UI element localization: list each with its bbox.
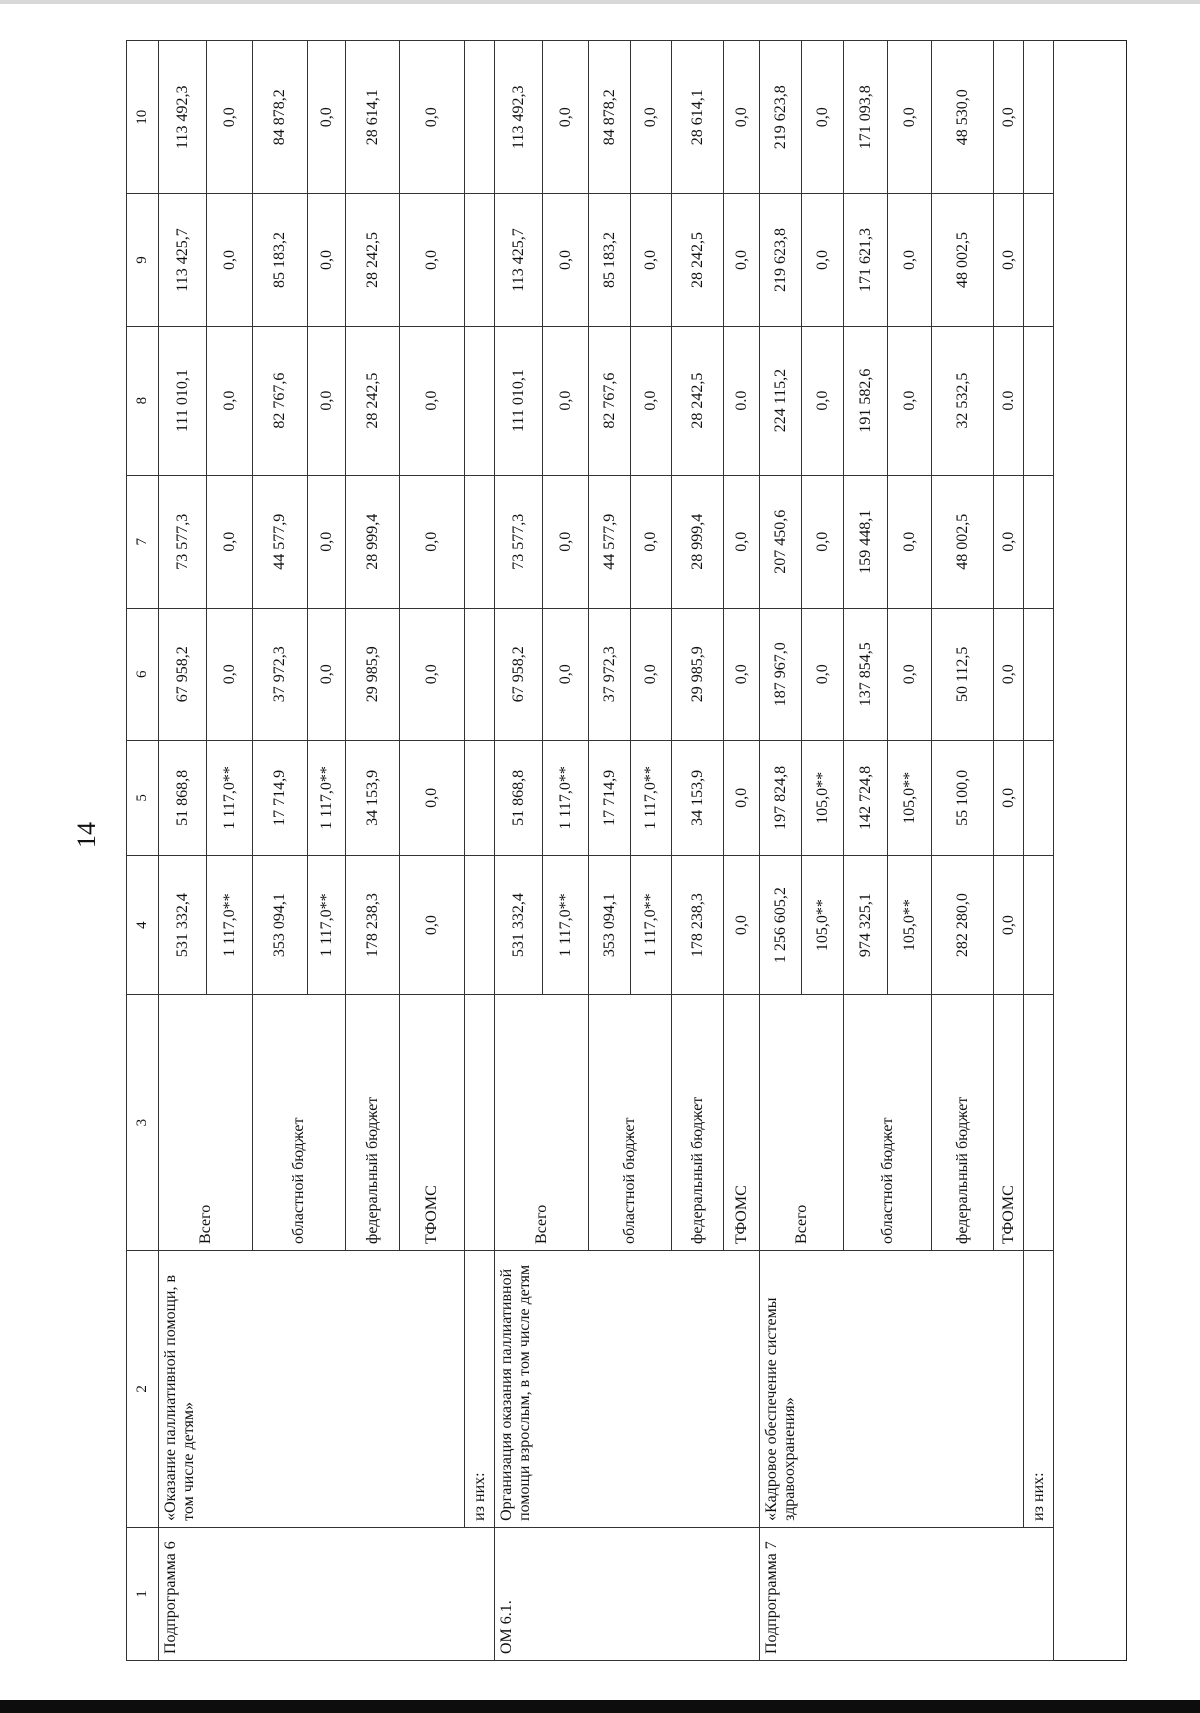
value-cell-col-7: 0,0 (308, 475, 346, 608)
funding-source: федеральный бюджет (932, 995, 994, 1251)
empty-cell (465, 475, 495, 608)
funding-source: федеральный бюджет (346, 995, 400, 1251)
value-cell-col-7: 73 577,3 (495, 475, 543, 608)
value-cell-col-5: 105,0** (888, 740, 932, 855)
value-cell-col-8: 111 010,1 (159, 326, 207, 475)
value-cell-col-4: 353 094,1 (589, 855, 631, 995)
value-cell-col-6: 0,0 (724, 608, 760, 740)
value-cell-col-7: 0,0 (802, 475, 844, 608)
col-2-header: 2 (127, 1250, 159, 1527)
value-cell-col-4: 1 117,0** (543, 855, 589, 995)
value-cell-col-7: 48 002,5 (932, 475, 994, 608)
value-cell-col-4: 531 332,4 (159, 855, 207, 995)
value-cell-col-10: 84 878,2 (589, 41, 631, 194)
value-cell-col-8: 224 115,2 (760, 326, 802, 475)
value-cell-col-8: 28 242,5 (346, 326, 400, 475)
value-cell-col-10: 0,0 (724, 41, 760, 194)
value-cell-col-10: 0,0 (400, 41, 465, 194)
value-cell-col-9: 113 425,7 (159, 194, 207, 326)
funding-source: Всего (495, 995, 589, 1251)
value-cell-col-5: 105,0** (802, 740, 844, 855)
col-7-header: 7 (127, 475, 159, 608)
value-cell-col-5: 51 868,8 (495, 740, 543, 855)
value-cell-col-6: 50 112,5 (932, 608, 994, 740)
value-cell-col-6: 187 967,0 (760, 608, 802, 740)
value-cell-col-9: 48 002,5 (932, 194, 994, 326)
value-cell-col-5: 34 153,9 (346, 740, 400, 855)
value-cell-col-10: 0,0 (888, 41, 932, 194)
empty-cell (1024, 608, 1054, 740)
col-8-header: 8 (127, 326, 159, 475)
value-cell-col-10: 113 492,3 (495, 41, 543, 194)
value-cell-col-9: 0,0 (724, 194, 760, 326)
value-cell-col-8: 82 767,6 (589, 326, 631, 475)
funding-source: областной бюджет (589, 995, 672, 1251)
value-cell-col-8: 0,0 (631, 326, 672, 475)
value-cell-col-8: 0,0 (207, 326, 253, 475)
table-row (159, 41, 207, 1661)
footer-label: из них: (465, 1250, 495, 1527)
value-cell-col-10: 0,0 (308, 41, 346, 194)
empty-cell (465, 194, 495, 326)
value-cell-col-8: 0,0 (400, 326, 465, 475)
value-cell-col-5: 197 824,8 (760, 740, 802, 855)
value-cell-col-6: 67 958,2 (495, 608, 543, 740)
value-cell-col-6: 0,0 (631, 608, 672, 740)
empty-cell (1024, 326, 1054, 475)
value-cell-col-10: 0,0 (207, 41, 253, 194)
value-cell-col-6: 0,0 (308, 608, 346, 740)
value-cell-col-4: 353 094,1 (253, 855, 308, 995)
table-row (495, 41, 543, 1661)
value-cell-col-7: 73 577,3 (159, 475, 207, 608)
value-cell-col-6: 0,0 (888, 608, 932, 740)
value-cell-col-8: 0,0 (802, 326, 844, 475)
value-cell-col-10: 0,0 (631, 41, 672, 194)
scan-edge-bottom (0, 1700, 1200, 1713)
value-cell-col-10: 0,0 (802, 41, 844, 194)
value-cell-col-10: 0,0 (994, 41, 1024, 194)
value-cell-col-8: 0,0 (888, 326, 932, 475)
value-cell-col-9: 85 183,2 (253, 194, 308, 326)
value-cell-col-4: 1 117,0** (308, 855, 346, 995)
value-cell-col-9: 0,0 (631, 194, 672, 326)
footer-row (465, 41, 495, 1661)
value-cell-col-6: 0,0 (400, 608, 465, 740)
value-cell-col-6: 137 854,5 (844, 608, 888, 740)
funding-source: Всего (159, 995, 253, 1251)
column-number-row (127, 41, 159, 1661)
empty-cell (1024, 475, 1054, 608)
empty-cell (465, 995, 495, 1251)
empty-cell (465, 326, 495, 475)
value-cell-col-6: 37 972,3 (589, 608, 631, 740)
value-cell-col-9: 0,0 (400, 194, 465, 326)
value-cell-col-4: 178 238,3 (672, 855, 724, 995)
value-cell-col-6: 29 985,9 (346, 608, 400, 740)
funding-source: ТФОМС (400, 995, 465, 1251)
value-cell-col-4: 1 117,0** (207, 855, 253, 995)
value-cell-col-5: 1 117,0** (308, 740, 346, 855)
value-cell-col-5: 51 868,8 (159, 740, 207, 855)
value-cell-col-4: 1 256 605,2 (760, 855, 802, 995)
empty-cell (1024, 194, 1054, 326)
value-cell-col-7: 0,0 (631, 475, 672, 608)
col-9-header: 9 (127, 194, 159, 326)
value-cell-col-4: 1 117,0** (631, 855, 672, 995)
value-cell-col-4: 105,0** (802, 855, 844, 995)
value-cell-col-8: 111 010,1 (495, 326, 543, 475)
empty-cell (465, 608, 495, 740)
value-cell-col-4: 0,0 (994, 855, 1024, 995)
value-cell-col-5: 0,0 (400, 740, 465, 855)
empty-cell (465, 740, 495, 855)
value-cell-col-8: 191 582,6 (844, 326, 888, 475)
value-cell-col-7: 0,0 (400, 475, 465, 608)
value-cell-col-5: 1 117,0** (207, 740, 253, 855)
value-cell-col-4: 0,0 (724, 855, 760, 995)
value-cell-col-9: 171 621,3 (844, 194, 888, 326)
value-cell-col-5: 0,0 (724, 740, 760, 855)
value-cell-col-8: 0,0 (308, 326, 346, 475)
value-cell-col-8: 28 242,5 (672, 326, 724, 475)
value-cell-col-10: 28 614,1 (346, 41, 400, 194)
page-number: 14 (72, 822, 101, 848)
value-cell-col-10: 219 623,8 (760, 41, 802, 194)
value-cell-col-7: 0,0 (888, 475, 932, 608)
program-name: Организация оказания паллиативной помощи взрослым, в том числе детям (495, 1250, 760, 1527)
value-cell-col-5: 17 714,9 (589, 740, 631, 855)
col-3-header: 3 (127, 995, 159, 1251)
value-cell-col-4: 178 238,3 (346, 855, 400, 995)
scan-edge-top (0, 0, 1200, 4)
empty-cell (1024, 740, 1054, 855)
value-cell-col-9: 0,0 (543, 194, 589, 326)
value-cell-col-7: 28 999,4 (346, 475, 400, 608)
value-cell-col-10: 28 614,1 (672, 41, 724, 194)
value-cell-col-8: 0,0 (543, 326, 589, 475)
value-cell-col-5: 142 724,8 (844, 740, 888, 855)
value-cell-col-5: 0,0 (994, 740, 1024, 855)
value-cell-col-9: 0,0 (308, 194, 346, 326)
value-cell-col-10: 0,0 (543, 41, 589, 194)
value-cell-col-7: 44 577,9 (589, 475, 631, 608)
value-cell-col-6: 67 958,2 (159, 608, 207, 740)
col-1-header: 1 (127, 1527, 159, 1660)
empty-cell (1024, 41, 1054, 194)
value-cell-col-9: 0,0 (994, 194, 1024, 326)
value-cell-col-10: 113 492,3 (159, 41, 207, 194)
empty-cell (1024, 855, 1054, 995)
footer-label: из них: (1024, 1250, 1054, 1527)
value-cell-col-4: 105,0** (888, 855, 932, 995)
value-cell-col-5: 17 714,9 (253, 740, 308, 855)
value-cell-col-10: 171 093,8 (844, 41, 888, 194)
value-cell-col-7: 0,0 (207, 475, 253, 608)
value-cell-col-7: 207 450,6 (760, 475, 802, 608)
value-cell-col-4: 531 332,4 (495, 855, 543, 995)
value-cell-col-5: 1 117,0** (631, 740, 672, 855)
value-cell-col-9: 28 242,5 (346, 194, 400, 326)
col-4-header: 4 (127, 855, 159, 995)
value-cell-col-6: 0,0 (543, 608, 589, 740)
value-cell-col-7: 0,0 (724, 475, 760, 608)
program-code: ОМ 6.1. (495, 1527, 760, 1660)
value-cell-col-9: 219 623,8 (760, 194, 802, 326)
empty-cell (465, 41, 495, 194)
col-10-header: 10 (127, 41, 159, 194)
empty-cell (1024, 995, 1054, 1251)
value-cell-col-8: 0.0 (724, 326, 760, 475)
funding-source: областной бюджет (844, 995, 932, 1251)
funding-source: федеральный бюджет (672, 995, 724, 1251)
value-cell-col-8: 32 532,5 (932, 326, 994, 475)
program-name: «Кадровое обеспечение системы здравоохранения» (760, 1250, 1024, 1527)
value-cell-col-10: 48 530,0 (932, 41, 994, 194)
value-cell-col-7: 44 577,9 (253, 475, 308, 608)
value-cell-col-6: 29 985,9 (672, 608, 724, 740)
footer-row (1024, 41, 1054, 1661)
value-cell-col-5: 55 100,0 (932, 740, 994, 855)
value-cell-col-9: 0,0 (802, 194, 844, 326)
value-cell-col-6: 0,0 (207, 608, 253, 740)
value-cell-col-6: 0,0 (994, 608, 1024, 740)
value-cell-col-10: 84 878,2 (253, 41, 308, 194)
budget-table-rotated (126, 40, 1054, 1661)
value-cell-col-5: 34 153,9 (672, 740, 724, 855)
value-cell-col-7: 28 999,4 (672, 475, 724, 608)
funding-source: областной бюджет (253, 995, 346, 1251)
budget-table (126, 40, 1054, 1661)
value-cell-col-5: 1 117,0** (543, 740, 589, 855)
value-cell-col-9: 0,0 (207, 194, 253, 326)
value-cell-col-9: 0,0 (888, 194, 932, 326)
funding-source: ТФОМС (724, 995, 760, 1251)
value-cell-col-8: 82 767,6 (253, 326, 308, 475)
value-cell-col-6: 0,0 (802, 608, 844, 740)
value-cell-col-9: 85 183,2 (589, 194, 631, 326)
table-row (760, 41, 802, 1661)
col-6-header: 6 (127, 608, 159, 740)
value-cell-col-7: 0,0 (543, 475, 589, 608)
funding-source: ТФОМС (994, 995, 1024, 1251)
value-cell-col-4: 974 325,1 (844, 855, 888, 995)
value-cell-col-4: 0,0 (400, 855, 465, 995)
empty-cell (465, 855, 495, 995)
value-cell-col-9: 28 242,5 (672, 194, 724, 326)
col-5-header: 5 (127, 740, 159, 855)
program-code: Подпрограмма 6 (159, 1527, 495, 1660)
value-cell-col-7: 0,0 (994, 475, 1024, 608)
funding-source: Всего (760, 995, 844, 1251)
value-cell-col-4: 282 280,0 (932, 855, 994, 995)
value-cell-col-9: 113 425,7 (495, 194, 543, 326)
program-name: «Оказание паллиативной помощи, в том числе детям» (159, 1250, 465, 1527)
value-cell-col-6: 37 972,3 (253, 608, 308, 740)
table-body (159, 41, 1054, 1661)
value-cell-col-8: 0.0 (994, 326, 1024, 475)
program-code: Подпрограмма 7 (760, 1527, 1054, 1660)
value-cell-col-7: 159 448,1 (844, 475, 888, 608)
